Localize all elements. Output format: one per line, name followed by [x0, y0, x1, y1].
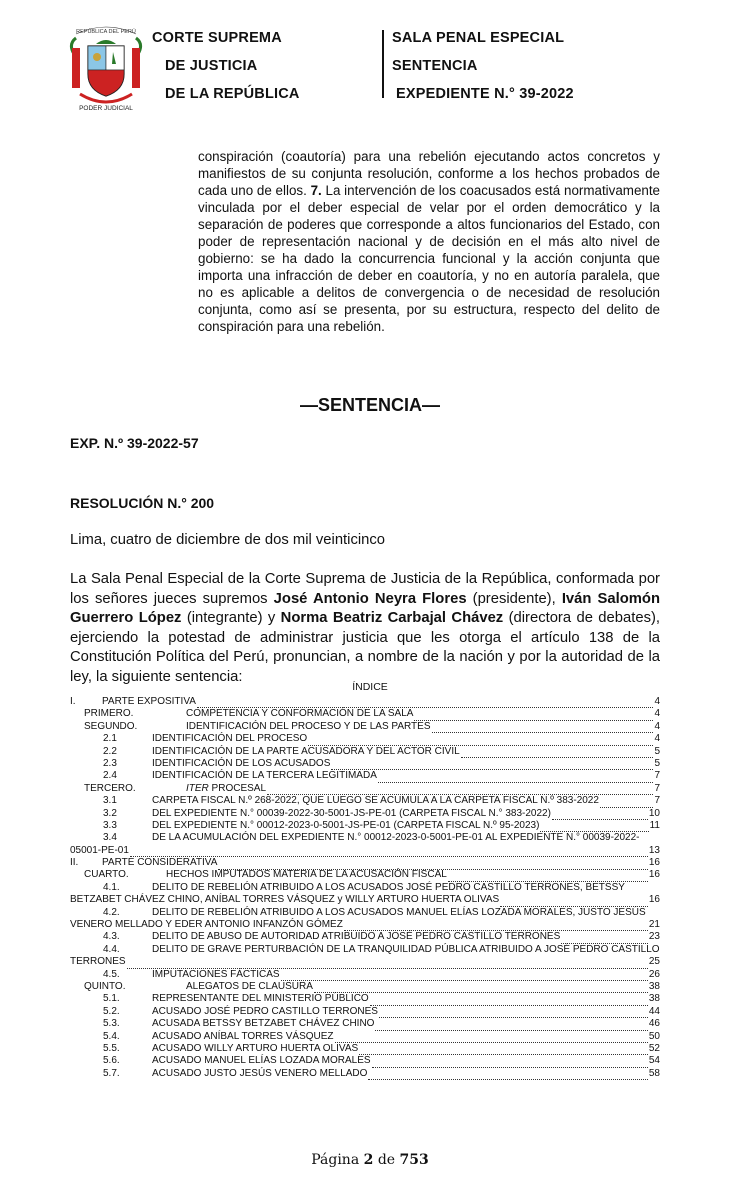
- toc-leader-dots: [414, 711, 653, 721]
- toc-entry-title: DE LA ACUMULACIÓN DEL EXPEDIENTE N.° 00012-2023-0-5001-PE-01 AL EXPEDIENTE N.° 00039-2022-: [152, 832, 640, 844]
- header-court-line-3: DE LA REPÚBLICA: [165, 86, 300, 102]
- toc-entry-title: IDENTIFICACIÓN DE LA PARTE ACUSADORA Y DEL ACTOR CIVIL: [152, 745, 460, 757]
- toc-entry-number: 5.5.: [103, 1043, 120, 1054]
- toc-entry-title: DELITO DE GRAVE PERTURBACIÓN DE LA TRANQUILIDAD PÚBLICA ATRIBUIDO A JOSÉ PEDRO CASTILLO: [152, 943, 660, 955]
- toc-entry-page: 38: [648, 993, 660, 1005]
- toc-leader-dots: [314, 983, 648, 993]
- toc-entry[interactable]: [70, 944, 660, 969]
- toc-entry-title: ACUSADO JOSÉ PEDRO CASTILLO TERRONES: [152, 1005, 378, 1017]
- toc-leader-dots: [308, 736, 653, 746]
- toc-entry-page: 4: [654, 708, 660, 720]
- toc-entry-page: 10: [648, 807, 660, 819]
- intro-text-b: (presidente),: [466, 590, 562, 607]
- quote-paragraph: [198, 148, 660, 335]
- toc-entry-number: 4.4.: [103, 943, 120, 955]
- toc-entry-page: 21: [648, 919, 660, 931]
- toc-leader-dots: [552, 810, 648, 820]
- judge-member: Iván Salomón Guerrero López: [70, 590, 660, 626]
- header-divider: [382, 30, 384, 98]
- toc-entry-page: 46: [648, 1018, 660, 1030]
- header-sala: SALA PENAL ESPECIAL: [392, 30, 565, 46]
- intro-text-a: La Sala Penal Especial de la Corte Suprema de Justicia de la República, conformada por los señores jueces supremos: [70, 571, 660, 607]
- intro-paragraph: [70, 570, 660, 687]
- toc-entry-title-continued: BETZABET CHÁVEZ CHINO, ANÍBAL TORRES VÁSQUEZ y WILLY ARTURO HUERTA OLIVAS: [70, 894, 500, 906]
- toc-entry-number: 2.3: [103, 757, 117, 769]
- toc-leader-dots: [500, 897, 648, 907]
- toc-entry-page: 4: [654, 733, 660, 745]
- toc-entry-title: DEL EXPEDIENTE N.° 00012-2023-0-5001-JS-PE-01 (CARPETA FISCAL N.º 95-2023): [152, 819, 540, 831]
- toc-entry-title: COMPETENCIA Y CONFORMACIÓN DE LA SALA: [186, 708, 414, 720]
- toc-entry-title: ACUSADO JUSTO JESÚS VENERO MELLADO: [152, 1067, 368, 1079]
- toc-entry-title: DELITO DE REBELIÓN ATRIBUIDO A LOS ACUSADOS MANUEL ELÍAS LOZADA MORALES, JUSTO JESÚS: [152, 906, 646, 918]
- toc-entry-page: 16: [648, 869, 660, 881]
- toc-entry-page: 44: [648, 1005, 660, 1017]
- toc-entry-title: DELITO DE REBELIÓN ATRIBUIDO A LOS ACUSADOS JOSÉ PEDRO CASTILLO TERRONES, BETSSY: [152, 881, 625, 893]
- toc-title: ÍNDICE: [352, 681, 388, 693]
- toc-entry[interactable]: [70, 931, 660, 943]
- toc-entry-title: ACUSADO WILLY ARTURO HUERTA OLIVAS: [152, 1043, 359, 1054]
- toc-entry-number: 3.3: [103, 819, 117, 831]
- toc-leader-dots: [372, 1058, 648, 1068]
- toc-entry-number: 5.7.: [103, 1067, 120, 1079]
- toc-entry-page: 13: [648, 844, 660, 856]
- toc-leader-dots: [281, 971, 648, 981]
- toc-leader-dots: [335, 1033, 648, 1043]
- toc-entry[interactable]: [70, 1055, 660, 1067]
- toc-entry-title: IDENTIFICACIÓN DE LOS ACUSADOS: [152, 757, 331, 769]
- toc-entry-title: IDENTIFICACIÓN DEL PROCESO Y DE LAS PARTES: [186, 720, 431, 732]
- toc-entry[interactable]: [70, 696, 660, 708]
- footer-total: 753: [399, 1152, 429, 1168]
- toc-entry-number: 5.1.: [103, 993, 120, 1005]
- toc-entry-page: 16: [648, 894, 660, 906]
- toc-entry-number: I.: [70, 696, 76, 707]
- seal-bottom-text: PODER JUDICIAL: [79, 105, 133, 112]
- toc-entry[interactable]: [70, 993, 660, 1005]
- footer-page: 2: [363, 1152, 374, 1168]
- toc-entry-page: 26: [648, 968, 660, 980]
- toc-entry[interactable]: [70, 1068, 660, 1080]
- toc-entry-title: REPRESENTANTE DEL MINISTERIO PÚBLICO: [152, 993, 369, 1005]
- toc-leader-dots: [368, 1070, 647, 1080]
- toc-entry[interactable]: [70, 869, 660, 881]
- toc-entry-title-continued: TERRONES: [70, 956, 126, 968]
- toc-leader-dots: [331, 760, 653, 770]
- toc-entry-number: TERCERO.: [84, 782, 136, 794]
- toc-entry[interactable]: [70, 969, 660, 981]
- toc-leader-dots: [432, 723, 654, 733]
- judge-president: José Antonio Neyra Flores: [273, 590, 467, 607]
- toc-entry-number: 5.2.: [103, 1005, 120, 1017]
- quote-text-2: La intervención de los coacusados está normativamente vinculada por el deber especial de velar por el orden democrático y la separación de poderes que corresponde a altos funcionarios del Estado, con poder de representación nacional y de decisión en el más alto nivel de gobierno: se ha dado la concurrencia funcional y la acción conjunta que importa una infracción de deber en coautoría, y no en autoría paralela, que no es aplicable a delitos de convergencia o de necesidad de resolución conjunta, como así se presenta, por su estructura, respecto del delito de conspiración para una rebelión.: [198, 183, 661, 334]
- toc-entry-number: 4.1.: [103, 881, 120, 893]
- toc-entry[interactable]: [70, 795, 660, 807]
- toc-entry[interactable]: [70, 758, 660, 770]
- header-court-line-2: DE JUSTICIA: [165, 58, 258, 74]
- toc-entry-title-continued: 05001-PE-01: [70, 844, 129, 856]
- toc-leader-dots: [448, 872, 648, 882]
- toc-entry-page: 52: [648, 1043, 660, 1054]
- toc-entry-number: PRIMERO.: [84, 708, 134, 720]
- toc-entry[interactable]: [70, 708, 660, 720]
- toc-entry-number: 5.3.: [103, 1018, 120, 1030]
- toc-entry-number: 5.6.: [103, 1055, 120, 1067]
- toc-entry-page: 16: [648, 857, 660, 869]
- toc-entry-number: QUINTO.: [84, 981, 126, 993]
- toc-entry[interactable]: [70, 832, 660, 857]
- toc-entry[interactable]: [70, 882, 660, 907]
- toc-entry-number: 3.4: [103, 832, 117, 844]
- toc-entry-page: 5: [654, 745, 660, 757]
- toc-entry[interactable]: [70, 907, 660, 932]
- toc-entry-title: IDENTIFICACIÓN DEL PROCESO: [152, 733, 308, 745]
- toc-entry-title: ACUSADO ANÍBAL TORRES VÁSQUEZ: [152, 1030, 334, 1042]
- toc-leader-dots: [370, 996, 648, 1006]
- toc-entry-number: 4.5.: [103, 968, 120, 980]
- toc-leader-dots: [600, 798, 654, 808]
- quote-number: 7.: [310, 183, 322, 198]
- toc-entry[interactable]: [70, 1006, 660, 1018]
- toc-entry-number: CUARTO.: [84, 869, 129, 881]
- seal-top-text: REPÚBLICA DEL PERÚ: [76, 29, 136, 35]
- toc-leader-dots: [378, 773, 654, 783]
- toc-leader-dots: [461, 748, 654, 758]
- toc-entry[interactable]: [70, 981, 660, 993]
- toc-entry-number: 4.2.: [103, 906, 120, 918]
- toc-entry-title: DELITO DE ABUSO DE AUTORIDAD ATRIBUIDO A JOSÉ PEDRO CASTILLO TERRONES: [152, 931, 561, 943]
- toc-leader-dots: [375, 1021, 647, 1031]
- judge-director: Norma Beatriz Carbajal Chávez: [280, 610, 504, 626]
- toc-entry-page: 50: [648, 1030, 660, 1042]
- toc-leader-dots: [379, 1008, 648, 1018]
- toc-entry-page: 58: [648, 1067, 660, 1079]
- toc-entry-number: 2.1: [103, 733, 117, 745]
- toc-entry-number: 3.2: [103, 807, 117, 819]
- toc-entry-title: ALEGATOS DE CLAUSURA: [186, 981, 313, 993]
- toc-entry-page: 7: [654, 782, 660, 794]
- toc-entry[interactable]: [70, 746, 660, 758]
- toc-entry-page: 25: [648, 956, 660, 968]
- toc-entry-number: 3.1: [103, 795, 117, 807]
- intro-text-d: (directora de debates), ejerciendo la potestad de administrar justicia que les otorga el artículo 138 de la Constitución Política del Perú, pronuncian, a nombre de la nación y por la autoridad de la ley, la siguiente sentencia:: [70, 610, 661, 685]
- toc-entry-page: 38: [648, 981, 660, 993]
- toc-leader-dots: [218, 860, 647, 870]
- toc-entry-number: 2.2: [103, 745, 117, 757]
- toc-entry[interactable]: [70, 857, 660, 869]
- toc-leader-dots: [359, 1045, 648, 1055]
- expediente-number: EXP. N.º 39-2022-57: [70, 435, 199, 451]
- toc-entry-number: II.: [70, 857, 79, 869]
- toc-entry-number: 5.4.: [103, 1030, 120, 1042]
- toc-entry-title: HECHOS IMPUTADOS MATERIA DE LA ACUSACIÓN FISCAL: [166, 869, 447, 881]
- toc-entry-title: CARPETA FISCAL N.º 268-2022, QUE LUEGO SE ACUMULA A LA CARPETA FISCAL N.º 383-2022: [152, 795, 599, 807]
- sentencia-heading: —SENTENCIA—: [299, 395, 440, 415]
- document-header: [0, 0, 740, 120]
- toc-entry[interactable]: [70, 721, 660, 733]
- header-doc-type: SENTENCIA: [392, 58, 478, 74]
- header-court-line-1: CORTE SUPREMA: [152, 30, 282, 46]
- toc-entry-number: SEGUNDO.: [84, 720, 138, 732]
- toc-entry-title: ACUSADO MANUEL ELÍAS LOZADA MORALES: [152, 1055, 371, 1067]
- toc-entry[interactable]: [70, 770, 660, 782]
- toc-entry-title: IMPUTACIONES FÁCTICAS: [152, 968, 280, 980]
- date-line: Lima, cuatro de diciembre de dos mil veinticinco: [70, 532, 385, 548]
- toc-entry[interactable]: [70, 783, 660, 795]
- quote-text-1: conspiración (coautoría) para una rebelión ejecutando actos concretos y manifiestos de su conjunta resolución, conforme a los hechos probados de cada uno de ellos.: [198, 149, 660, 198]
- table-of-contents: [70, 696, 660, 1080]
- resolucion-number: RESOLUCIÓN N.° 200: [70, 495, 215, 511]
- toc-leader-dots: [197, 698, 654, 708]
- toc-entry-page: 7: [654, 795, 660, 807]
- toc-entry-number: 2.4: [103, 770, 117, 782]
- toc-entry-page: 11: [649, 819, 660, 831]
- toc-leader-dots: [130, 847, 648, 857]
- toc-leader-dots: [561, 934, 648, 944]
- toc-entry-title: ACUSADA BETSSY BETZABET CHÁVEZ CHINO: [152, 1018, 375, 1030]
- toc-leader-dots: [540, 822, 648, 832]
- toc-entry-title: ITER PROCESAL: [186, 782, 267, 794]
- page-footer: [0, 1152, 740, 1168]
- toc-entry[interactable]: [70, 1018, 660, 1030]
- toc-entry-page: 23: [648, 931, 660, 943]
- toc-entry-title: DEL EXPEDIENTE N.° 00039-2022-30-5001-JS-PE-01 (CARPETA FISCAL N.° 383-2022): [152, 807, 551, 819]
- toc-entry[interactable]: [70, 733, 660, 745]
- footer-mid: de: [373, 1152, 400, 1168]
- toc-entry-title: IDENTIFICACIÓN DE LA TERCERA LEGITIMADA: [152, 770, 377, 782]
- toc-entry[interactable]: [70, 820, 660, 832]
- toc-entry-page: 7: [654, 770, 660, 782]
- toc-entry[interactable]: [70, 808, 660, 820]
- toc-entry-title: PARTE CONSIDERATIVA: [102, 857, 218, 869]
- toc-entry-page: 5: [654, 757, 660, 769]
- toc-leader-dots: [344, 921, 648, 931]
- toc-leader-dots: [127, 959, 648, 969]
- toc-entry-number: 4.3.: [103, 931, 120, 943]
- toc-entry-page: 54: [648, 1055, 660, 1067]
- header-expediente: EXPEDIENTE N.° 39-2022: [396, 86, 574, 102]
- toc-entry-title: PARTE EXPOSITIVA: [102, 696, 196, 707]
- toc-entry-page: 4: [654, 696, 660, 707]
- peru-judiciary-seal-icon: [66, 24, 146, 112]
- footer-prefix: Página: [311, 1152, 364, 1168]
- toc-entry[interactable]: [70, 1031, 660, 1043]
- toc-leader-dots: [267, 785, 653, 795]
- toc-entry-title-continued: VENERO MELLADO Y EDER ANTONIO INFANZÓN GÓMEZ: [70, 919, 343, 931]
- intro-text-c: (integrante) y: [181, 610, 281, 626]
- toc-entry-page: 4: [654, 720, 660, 732]
- toc-entry[interactable]: [70, 1043, 660, 1055]
